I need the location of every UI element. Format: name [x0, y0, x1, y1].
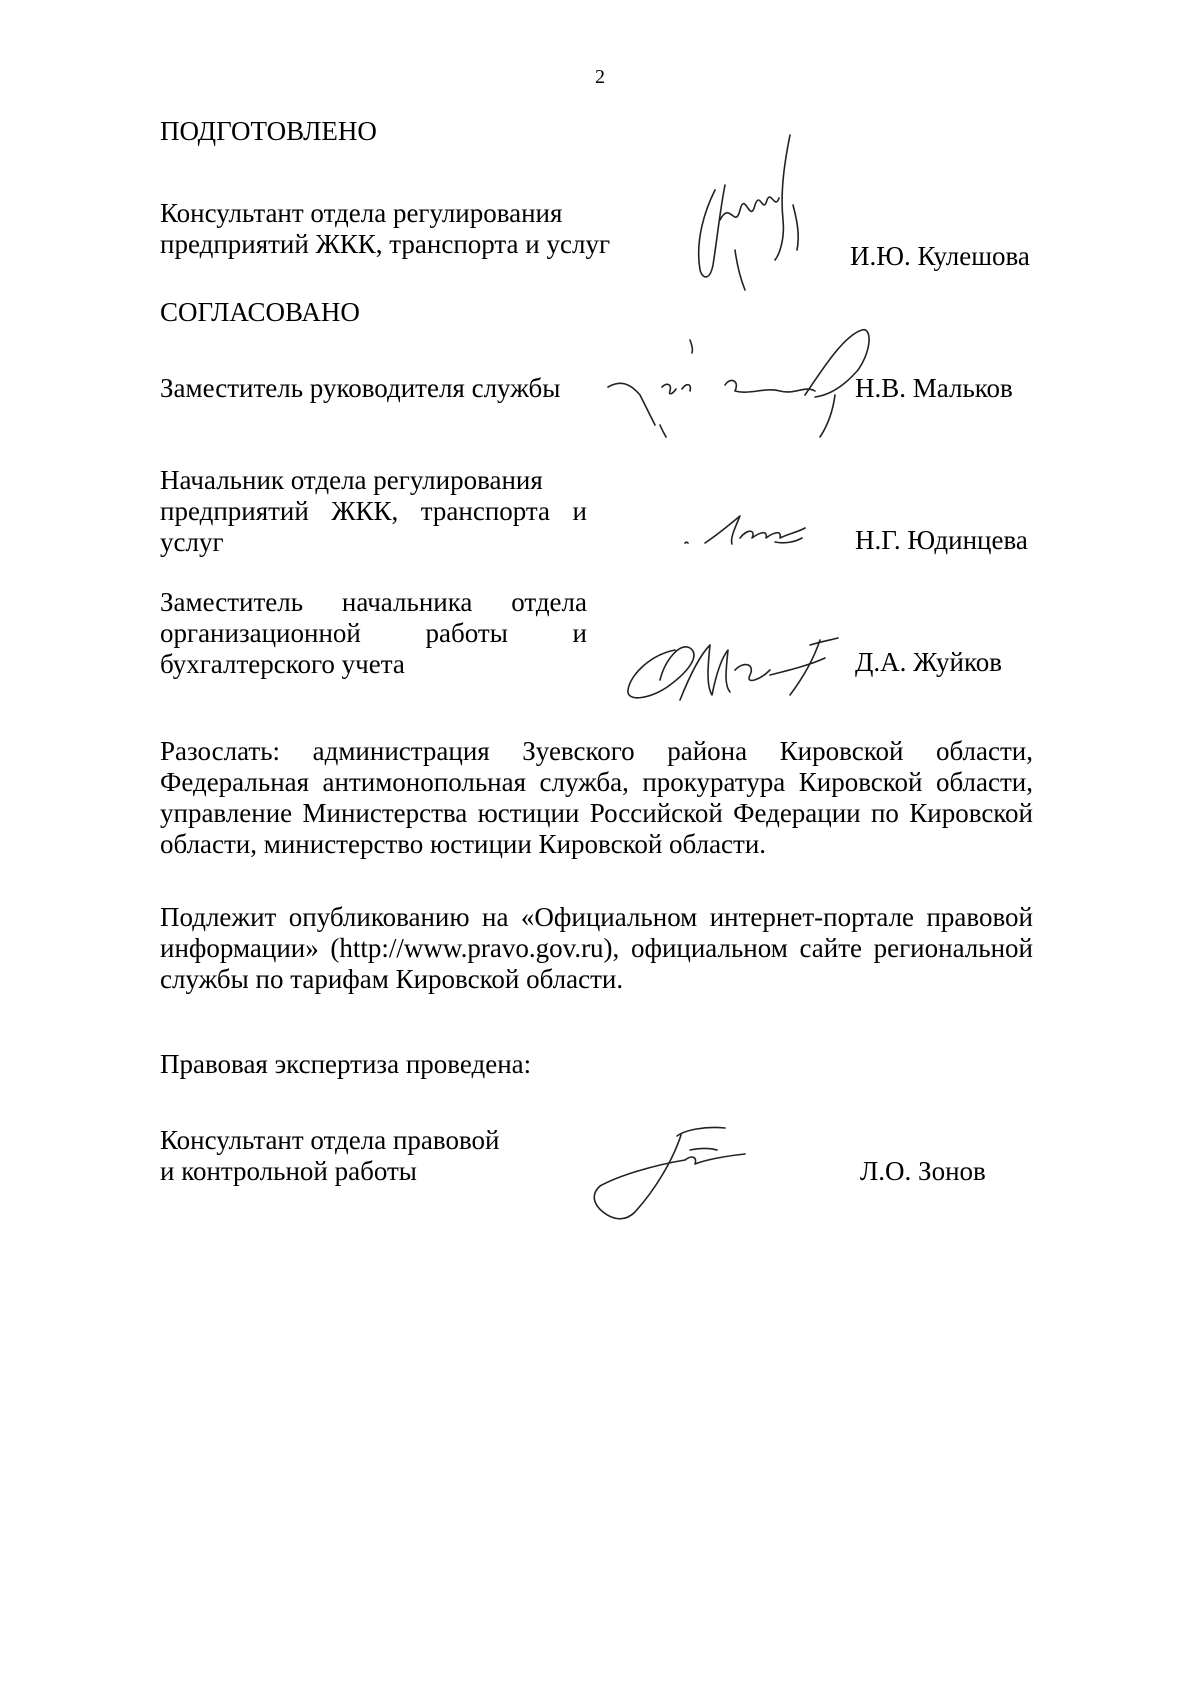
- signature-zonov: [585, 1120, 755, 1225]
- signer-1-name: Н.В. Мальков: [855, 373, 1013, 403]
- distribution-line-1: Разослать: администрация Зуевского района Кировской области,: [160, 736, 1033, 766]
- legal-review-heading: Правовая экспертиза проведена:: [160, 1049, 532, 1079]
- distribution-paragraph: [160, 736, 1033, 860]
- publication-paragraph: [160, 902, 1033, 995]
- publication-line-1: Подлежит опубликованию на «Официальном интернет-портале правовой: [160, 902, 1033, 932]
- signature-yudintseva: [680, 508, 815, 553]
- distribution-line-4: области, министерство юстиции Кировской области.: [160, 829, 767, 859]
- signer-3-position-line-3: бухгалтерского учета: [160, 649, 405, 679]
- legal-review-signer-name: Л.О. Зонов: [860, 1156, 986, 1186]
- signature-malkov: [600, 325, 880, 450]
- signature-zhuykov: [620, 630, 845, 710]
- signer-3-position-line-2: организационной работы и: [160, 618, 587, 648]
- publication-line-2: информации» (http://www.pravo.gov.ru), официальном сайте региональной: [160, 933, 1033, 963]
- prepared-heading: ПОДГОТОВЛЕНО: [160, 116, 377, 146]
- signer-1-position-line-1: Заместитель руководителя службы: [160, 373, 561, 403]
- signer-2-position-line-3: услуг: [160, 527, 224, 557]
- distribution-line-3: управление Министерства юстиции Российской Федерации по Кировской: [160, 798, 1033, 828]
- signer-2-position-line-2: предприятий ЖКК, транспорта и: [160, 496, 587, 526]
- signature-kuleshova: [675, 130, 815, 295]
- legal-review-position-line-2: и контрольной работы: [160, 1156, 417, 1186]
- signer-2-position-line-1: Начальник отдела регулирования: [160, 465, 543, 495]
- prepared-position-line-1: Консультант отдела регулирования: [160, 198, 563, 228]
- agreed-heading: СОГЛАСОВАНО: [160, 297, 360, 327]
- publication-line-3: службы по тарифам Кировской области.: [160, 964, 624, 994]
- prepared-position-line-2: предприятий ЖКК, транспорта и услуг: [160, 229, 611, 259]
- page-number: 2: [595, 66, 605, 88]
- signer-3-position-line-1: Заместитель начальника отдела: [160, 587, 587, 617]
- signer-2-name: Н.Г. Юдинцева: [855, 525, 1028, 555]
- signer-3-name: Д.А. Жуйков: [855, 647, 1002, 677]
- legal-review-position-line-1: Консультант отдела правовой: [160, 1125, 500, 1155]
- prepared-signer-name: И.Ю. Кулешова: [850, 241, 1030, 271]
- distribution-line-2: Федеральная антимонопольная служба, прокуратура Кировской области,: [160, 767, 1033, 797]
